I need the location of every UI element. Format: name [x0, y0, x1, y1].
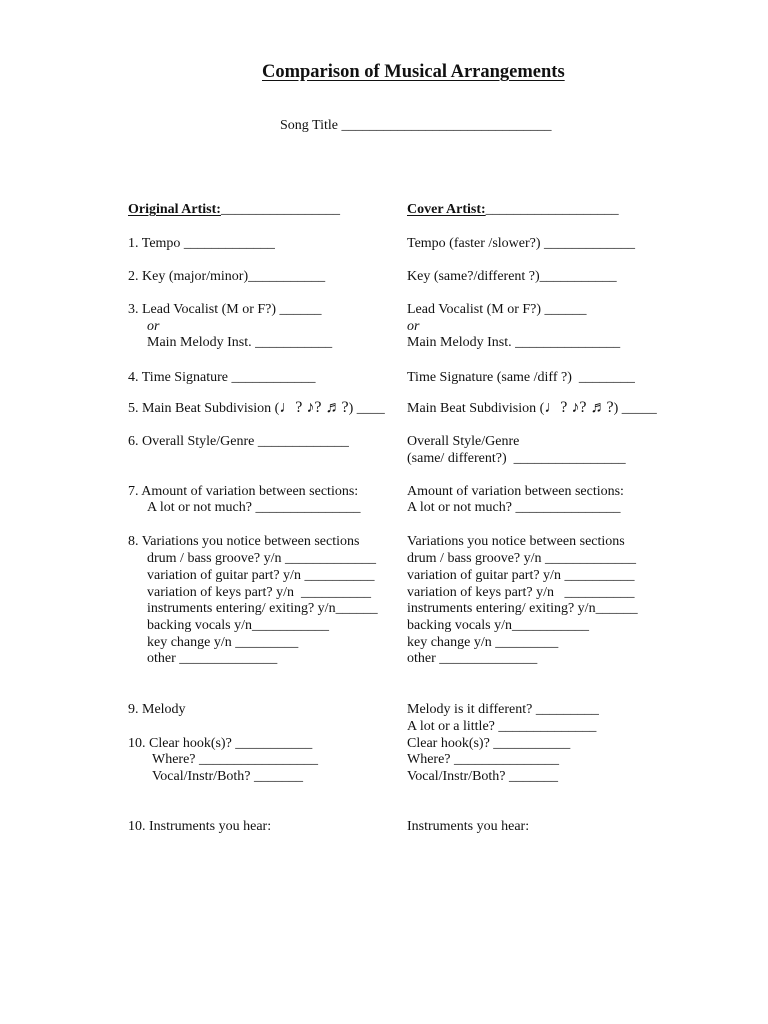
right-beat-prefix: Main Beat Subdivision (	[407, 401, 545, 416]
left-beat-subdivision[interactable]	[128, 400, 385, 417]
left-hook[interactable]: 10. Clear hook(s)? ___________	[128, 736, 313, 751]
right-hook[interactable]: Clear hook(s)? ___________	[407, 736, 571, 751]
left-key[interactable]: 2. Key (major/minor)___________	[128, 269, 326, 284]
left-lead-vocalist[interactable]: 3. Lead Vocalist (M or F?) ______	[128, 302, 322, 317]
right-variation-amount-label: Amount of variation between sections:	[407, 484, 624, 499]
cover-artist-label: Cover Artist:	[407, 202, 486, 217]
right-lead-vocalist[interactable]: Lead Vocalist (M or F?) ______	[407, 302, 587, 317]
original-artist-header	[128, 202, 340, 218]
left-hook-where[interactable]: Where? _________________	[152, 752, 319, 767]
right-variation-item[interactable]: drum / bass groove? y/n _____________	[407, 551, 637, 566]
right-beat-subdivision[interactable]	[407, 400, 657, 417]
right-melody-different[interactable]: Melody is it different? _________	[407, 702, 599, 717]
right-melody-amount[interactable]: A lot or a little? ______________	[407, 719, 597, 734]
right-variation-item[interactable]: other ______________	[407, 651, 538, 666]
right-variation-item[interactable]: variation of keys part? y/n __________	[407, 585, 635, 600]
original-artist-label: Original Artist:	[128, 202, 221, 217]
left-melody: 9. Melody	[128, 702, 186, 717]
right-variation-item[interactable]: key change y/n _________	[407, 635, 559, 650]
cover-artist-header	[407, 202, 619, 218]
left-variation-item[interactable]: variation of keys part? y/n __________	[147, 585, 371, 600]
left-variations-header: 8. Variations you notice between sections	[128, 534, 360, 549]
song-title-field[interactable]: Song Title ______________________________	[280, 118, 552, 133]
right-key[interactable]: Key (same?/different ?)___________	[407, 269, 617, 284]
original-artist-line[interactable]: _________________	[220, 202, 340, 217]
page-title: Comparison of Musical Arrangements	[262, 62, 565, 82]
left-variation-item[interactable]: variation of guitar part? y/n __________	[147, 568, 375, 583]
left-main-melody[interactable]: Main Melody Inst. ___________	[147, 335, 333, 350]
left-vocal-instr[interactable]: Vocal/Instr/Both? _______	[152, 769, 304, 784]
left-variation-item[interactable]: drum / bass groove? y/n _____________	[147, 551, 377, 566]
right-tempo[interactable]: Tempo (faster /slower?) _____________	[407, 236, 636, 251]
left-style[interactable]: 6. Overall Style/Genre _____________	[128, 434, 349, 449]
music-notes-icon: ♩? ♪? ♬?	[279, 399, 349, 416]
right-variation-item[interactable]: variation of guitar part? y/n __________	[407, 568, 635, 583]
right-style-label: Overall Style/Genre	[407, 434, 520, 449]
left-variation-item[interactable]: backing vocals y/n___________	[147, 618, 329, 633]
left-beat-suffix: ) ____	[348, 401, 385, 416]
right-instruments: Instruments you hear:	[407, 819, 530, 834]
right-variation-amount[interactable]: A lot or not much? _______________	[407, 500, 621, 515]
right-variation-item[interactable]: backing vocals y/n___________	[407, 618, 589, 633]
left-instruments: 10. Instruments you hear:	[128, 819, 272, 834]
left-variation-item[interactable]: other ______________	[147, 651, 278, 666]
right-time-signature[interactable]: Time Signature (same /diff ?) ________	[407, 370, 635, 385]
right-main-melody[interactable]: Main Melody Inst. _______________	[407, 335, 621, 350]
right-hook-where[interactable]: Where? _______________	[407, 752, 560, 767]
left-time-signature[interactable]: 4. Time Signature ____________	[128, 370, 316, 385]
music-notes-icon: ♩? ♪? ♬?	[544, 399, 614, 416]
left-or: or	[147, 319, 160, 334]
left-tempo[interactable]: 1. Tempo _____________	[128, 236, 275, 251]
right-variations-header: Variations you notice between sections	[407, 534, 625, 549]
right-vocal-instr[interactable]: Vocal/Instr/Both? _______	[407, 769, 559, 784]
cover-artist-line[interactable]: ___________________	[485, 202, 619, 217]
right-or: or	[407, 319, 420, 334]
right-style[interactable]: (same/ different?) ________________	[407, 451, 626, 466]
left-beat-prefix: 5. Main Beat Subdivision (	[128, 401, 280, 416]
right-variation-item[interactable]: instruments entering/ exiting? y/n______	[407, 601, 638, 616]
left-variation-item[interactable]: instruments entering/ exiting? y/n______	[147, 601, 378, 616]
left-variation-item[interactable]: key change y/n _________	[147, 635, 299, 650]
right-beat-suffix: ) _____	[613, 401, 657, 416]
left-variation-amount-label: 7. Amount of variation between sections:	[128, 484, 359, 499]
left-variation-amount[interactable]: A lot or not much? _______________	[147, 500, 361, 515]
